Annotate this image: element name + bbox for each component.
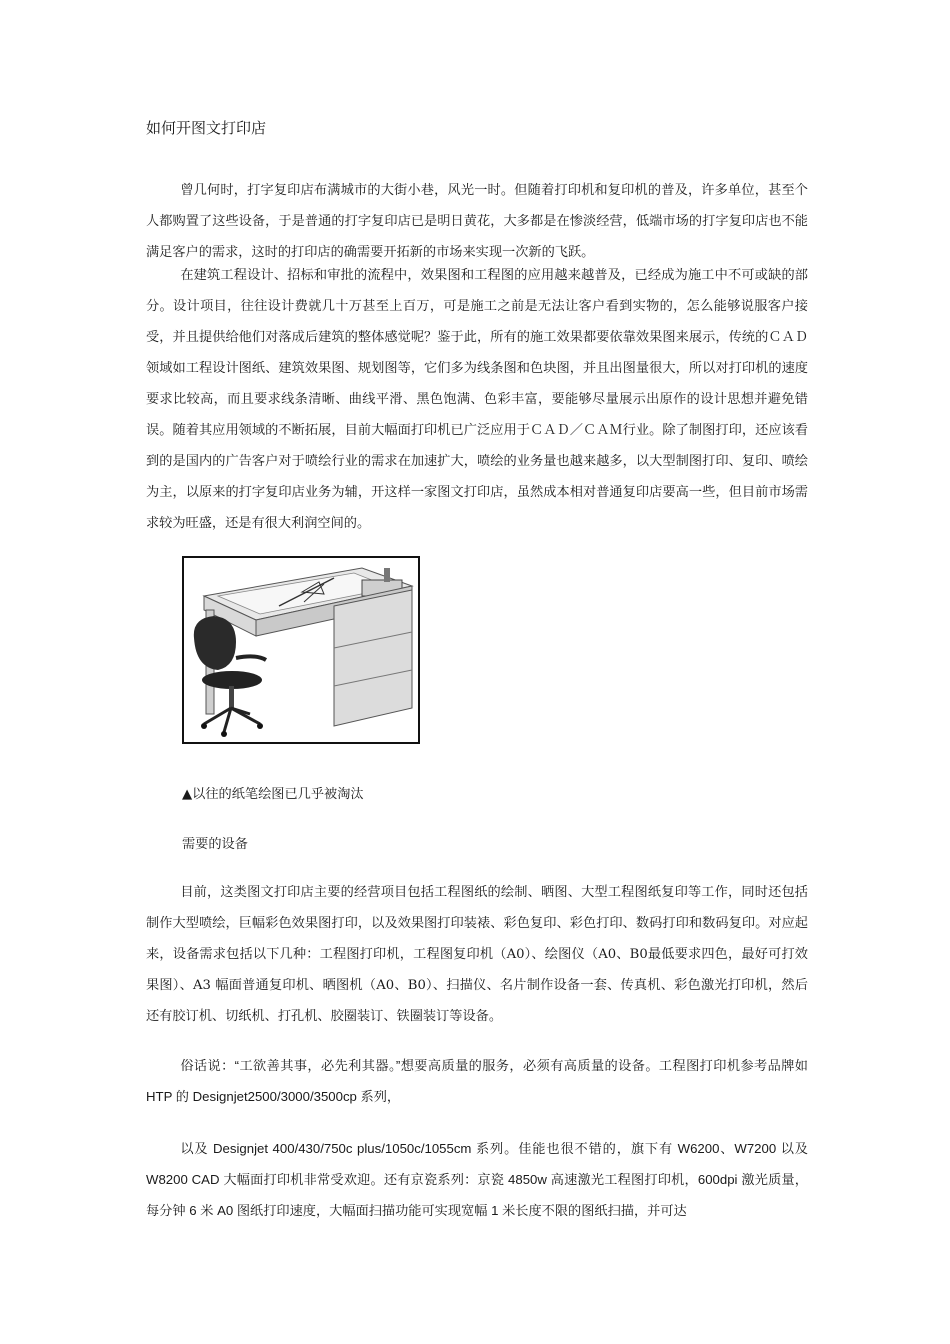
paragraph-printer-series: 以及 Designjet 400/430/750c plus/1050c/1055cm 系列。佳能也很不错的，旗下有 W6200、W7200 以及 W8200 CAD 大幅面打印机非常受欢迎。还有京瓷系列：京瓷 4850w 高速激光工程图打印机，600dpi 激光质量，每分钟 6 米 A0 图纸打印速度，大幅面扫描功能可实现宽幅 1 米长度不限的图纸扫描，并可达 <box>146 1141 808 1218</box>
paragraph-printer-brands: 俗话说：“工欲善其事，必先利其器。”想要高质量的服务，必须有高质量的设备。工程图打印机参考品牌如 HTP 的 Designjet2500/3000/3500cp 系列， <box>146 1058 808 1104</box>
paragraph-equipment-list: 目前，这类图文打印店主要的经营项目包括工程图纸的绘制、晒图、大型工程图纸复印等工作，同时还包括制作大型喷绘，巨幅彩色效果图打印，以及效果图打印装裱、彩色复印、彩色打印、数码打印和数码复印。对应起来，设备需求包括以下几种：工程图打印机，工程图复印机（A0）、绘图仪（A0、B0最低要求四色，最好可打效果图）、A3 幅面普通复印机、晒图机（A0、B0）、扫描仪、名片制作设备一套、传真机、彩色激光打印机，然后还有胶订机、切纸机、打孔机、胶圈装订、铁圈装订等设备。 <box>146 885 808 1024</box>
paragraph-intro: 曾几何时，打字复印店布满城市的大街小巷，风光一时。但随着打印机和复印机的普及，许多单位，甚至个人都购置了这些设备，于是普通的打字复印店已是明日黄花，大多都是在惨淡经营，低端市场的打字复印店也不能满足客户的需求，这时的打印店的确需要开拓新的市场来实现一次新的飞跃。 <box>146 183 808 260</box>
paragraph-cad-background: 在建筑工程设计、招标和审批的流程中，效果图和工程图的应用越来越普及，已经成为施工中不可或缺的部分。设计项目，往往设计费就几十万甚至上百万，可是施工之前是无法让客户看到实物的，怎么能够说服客户接受，并且提供给他们对落成后建筑的整体感觉呢？鉴于此，所有的施工效果都要依靠效果图来展示，传统的ＣＡＤ领域如工程设计图纸、建筑效果图、规划图等，它们多为线条图和色块图，并且出图量很大，所以对打印机的速度要求比较高，而且要求线条清晰、曲线平滑、黑色饱满、色彩丰富，要能够尽量展示出原作的设计思想并避免错误。随着其应用领域的不断拓展，目前大幅面打印机已广泛应用于ＣＡＤ／ＣＡＭ行业。除了制图打印，还应该看到的是国内的广告客户对于喷绘行业的需求在加速扩大，喷绘的业务量也越来越多，以大型制图打印、复印、喷绘为主，以原来的打字复印店业务为辅，开这样一家图文打印店，虽然成本相对普通复印店要高一些，但目前市场需求较为旺盛，还是有很大利润空间的。 <box>146 268 808 531</box>
figure-caption: ▲以往的纸笔绘图已几乎被淘汰 <box>182 787 364 802</box>
section-heading: 需要的设备 <box>182 837 248 852</box>
drafting-table-photo <box>182 556 420 744</box>
drafting-table-illustration <box>184 558 418 742</box>
document-title: 如何开图文打印店 <box>146 119 267 137</box>
